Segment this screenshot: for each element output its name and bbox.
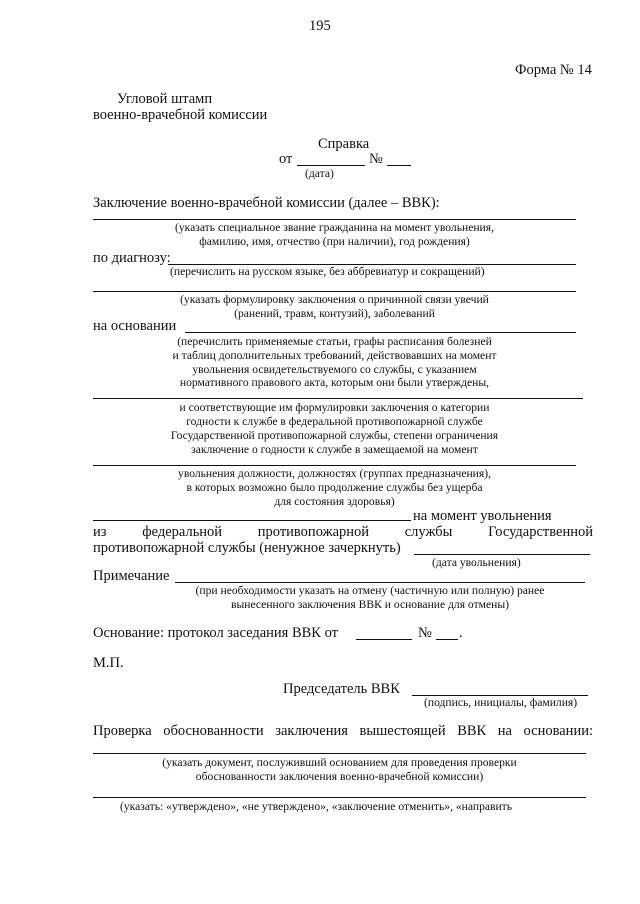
note-hint-1: (при необходимости указать на отмену (частичную или полную) ранее xyxy=(195,584,545,597)
service-word: Государственной xyxy=(488,524,593,540)
page-number: 195 xyxy=(309,18,331,34)
category-hint-2: годности к службе в федеральной противопожарной службе xyxy=(186,415,483,428)
conclusion-heading: Заключение военно-врачебной комиссии (далее – ВВК): xyxy=(93,195,440,211)
certificate-number-label: № xyxy=(369,151,383,167)
basis-label: на основании xyxy=(93,318,177,334)
document-hint-1: (указать документ, послуживший основанием для проведения проверки xyxy=(162,756,517,769)
result-hint-1: (указать: «утверждено», «не утверждено», «заключение отменить», «направить xyxy=(120,800,513,813)
note-field[interactable] xyxy=(175,582,585,583)
check-document-field[interactable] xyxy=(93,753,586,754)
sign-hint: (подпись, инициалы, фамилия) xyxy=(424,696,578,709)
document-hint-2: обоснованности заключения военно-врачебной комиссии) xyxy=(195,770,484,783)
basis-hint-1: (перечислить применяемые статьи, графы расписания болезней xyxy=(177,335,492,348)
protocol-number-field[interactable] xyxy=(436,639,458,640)
check-word: вышестоящей xyxy=(359,723,446,739)
protocol-end: . xyxy=(459,625,463,641)
basis-field[interactable] xyxy=(185,332,576,333)
check-result-field[interactable] xyxy=(93,797,586,798)
protocol-prefix: Основание: протокол заседания ВВК от xyxy=(93,625,338,641)
chairman-label: Председатель ВВК xyxy=(283,681,400,697)
protocol-date-field[interactable] xyxy=(356,639,412,640)
stamp-line-1: Угловой штамп xyxy=(117,91,213,107)
protocol-number-label: № xyxy=(418,625,432,641)
rank-name-field[interactable] xyxy=(93,219,576,220)
basis-hint-3: увольнения освидетельствуемого со службы, с указанием xyxy=(192,363,477,376)
rank-hint-1: (указать специальное звание гражданина на момент увольнения, xyxy=(175,221,494,234)
cause-hint-2: (ранений, травм, контузий), заболеваний xyxy=(234,307,435,320)
form-number: Форма № 14 xyxy=(515,62,592,78)
service-word: службы xyxy=(404,524,453,540)
cause-hint-1: (указать формулировку заключения о причинной связи увечий xyxy=(180,293,489,306)
diagnosis-hint: (перечислить на русском языке, без аббревиатур и сокращений) xyxy=(170,265,485,278)
check-word: на xyxy=(497,723,512,739)
service-word: противопожарной xyxy=(257,524,370,540)
dismissal-date-field[interactable] xyxy=(414,554,590,555)
check-word: заключения xyxy=(275,723,348,739)
certificate-from-label: от xyxy=(279,151,293,167)
stamp-line-2: военно-врачебной комиссии xyxy=(93,107,268,123)
diagnosis-label: по диагнозу: xyxy=(93,250,171,266)
service-line-2: противопожарной службы (ненужное зачеркнуть) xyxy=(93,540,401,556)
check-word: ВВК xyxy=(457,723,487,739)
service-line xyxy=(93,525,593,540)
dismissal-prefix-field[interactable] xyxy=(93,520,411,521)
check-line xyxy=(93,724,593,739)
category-hint-1: и соответствующие им формулировки заключения о категории xyxy=(179,401,490,414)
category-hint-4: заключение о годности к службе в замещаемой на момент xyxy=(191,443,478,456)
position-hint-3: для состояния здоровья) xyxy=(274,495,395,508)
position-hint-1: увольнения должности, должностях (группах предназначения), xyxy=(178,467,491,480)
certificate-number-field[interactable] xyxy=(387,165,411,166)
service-word: из xyxy=(93,524,107,540)
category-field[interactable] xyxy=(93,398,583,399)
check-word: Проверка xyxy=(93,723,152,739)
basis-hint-2: и таблиц дополнительных требований, действовавших на момент xyxy=(172,349,497,362)
position-field[interactable] xyxy=(93,465,576,466)
position-hint-2: в которых возможно было продолжение службы без ущерба xyxy=(186,481,483,494)
note-label: Примечание xyxy=(93,568,170,584)
check-word: обоснованности xyxy=(163,723,264,739)
rank-hint-2: фамилию, имя, отчество (при наличии), год рождения) xyxy=(199,235,470,248)
check-word: основании: xyxy=(523,723,593,739)
certificate-title: Справка xyxy=(318,136,370,152)
category-hint-3: Государственной противопожарной службы, степени ограничения xyxy=(170,429,499,442)
certificate-date-field[interactable] xyxy=(297,165,365,166)
service-word: федеральной xyxy=(142,524,223,540)
dismissal-moment-label: на момент увольнения xyxy=(413,508,552,524)
basis-hint-4: нормативного правового акта, которым они были утверждены, xyxy=(179,376,490,389)
cause-field[interactable] xyxy=(93,291,576,292)
certificate-date-caption: (дата) xyxy=(305,167,334,180)
note-hint-2: вынесенного заключения ВВК и основание для отмены) xyxy=(230,598,509,611)
seal-label: М.П. xyxy=(93,655,124,671)
dismissal-date-hint: (дата увольнения) xyxy=(432,556,521,569)
